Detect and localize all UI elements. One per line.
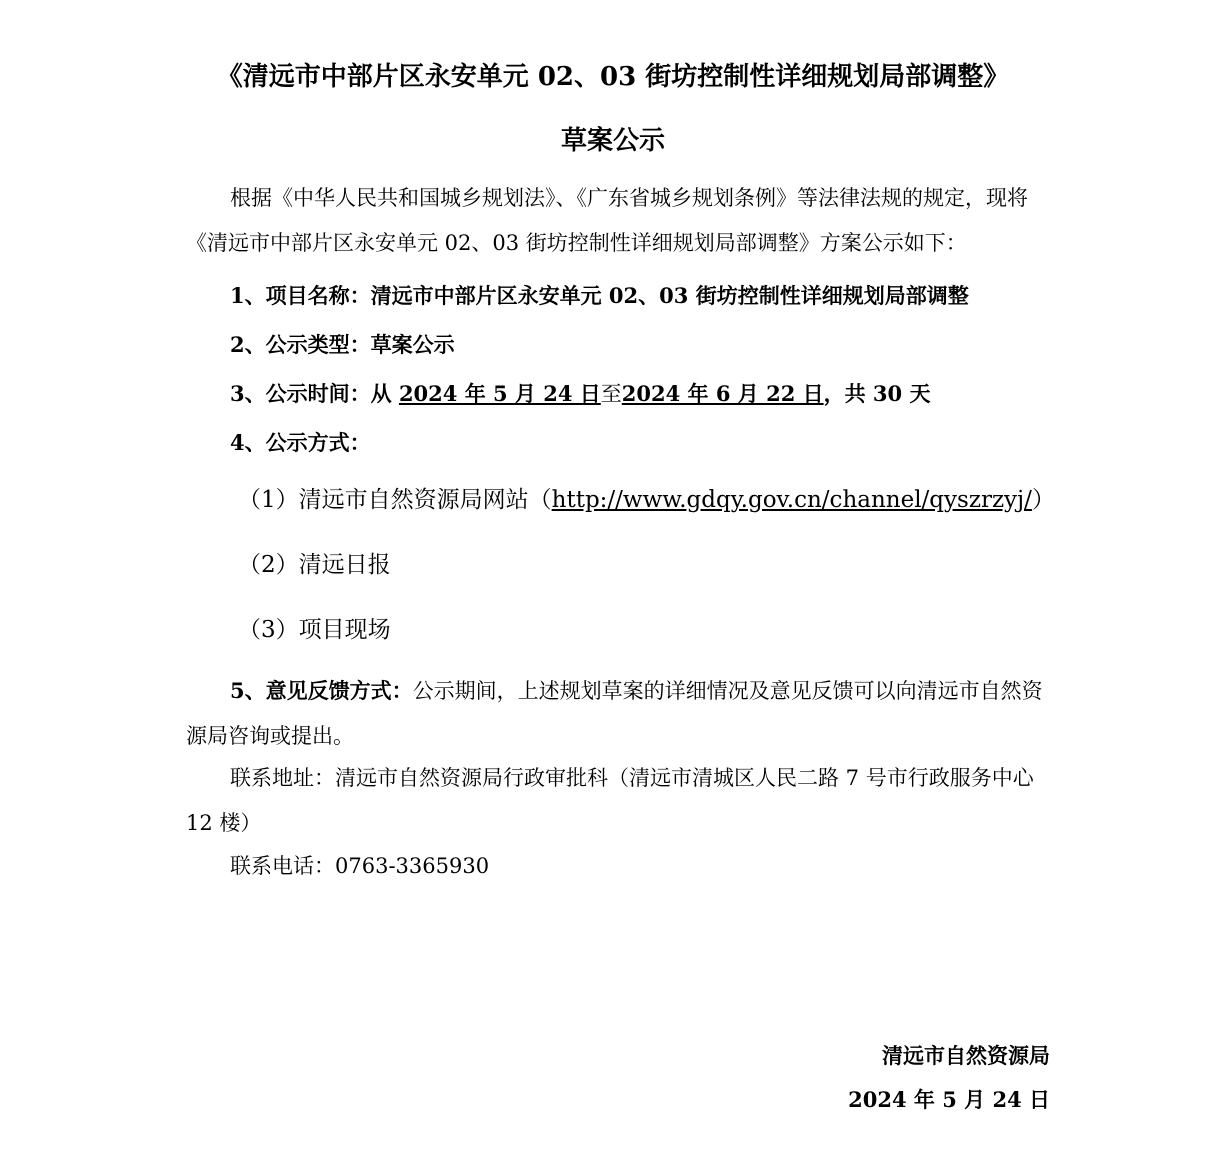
method-website-prefix: （1）清远市自然资源局网站（ bbox=[238, 487, 552, 513]
project-name-value: 清远市中部片区永安单元 02、03 街坊控制性详细规划局部调整 bbox=[370, 283, 969, 308]
contact-phone: 联系电话：0763-3365930 bbox=[230, 854, 490, 878]
notice-type-label: 2、公示类型： bbox=[230, 332, 371, 357]
intro-paragraph: 根据《中华人民共和国城乡规划法》、《广东省城乡规划条例》等法律法规的规定，现将《清远市中部片区永安单元 02、03 街坊控制性详细规划局部调整》方案公示如下： bbox=[186, 186, 1028, 255]
notice-time-label: 3、公示时间： bbox=[230, 381, 371, 406]
notice-start-date: 2024 年 5 月 24 日 bbox=[398, 381, 601, 406]
document-subtitle: 草案公示 bbox=[560, 126, 665, 156]
project-name-label: 1、项目名称： bbox=[230, 283, 371, 308]
item-notice-type bbox=[230, 331, 455, 359]
signature-org: 清远市自然资源局 bbox=[882, 1043, 1050, 1068]
notice-time-from: 从 bbox=[370, 381, 399, 406]
notice-end-date: 2024 年 6 月 22 日 bbox=[621, 381, 824, 406]
item-notice-time bbox=[230, 380, 930, 408]
method-website-suffix: ） bbox=[1031, 487, 1055, 513]
feedback-label: 5、意见反馈方式： bbox=[230, 678, 413, 703]
method-newspaper: （2）清远日报 bbox=[238, 552, 391, 578]
feedback-paragraph bbox=[186, 668, 1052, 759]
item-project-name bbox=[230, 282, 969, 310]
signature-date: 2024 年 5 月 24 日 bbox=[848, 1087, 1050, 1112]
notice-type-value: 草案公示 bbox=[370, 332, 455, 357]
website-link[interactable]: http://www.gdqy.gov.cn/channel/qyszrzyj/ bbox=[551, 487, 1032, 513]
method-project-site: （3）项目现场 bbox=[238, 617, 391, 643]
notice-time-to: 至 bbox=[600, 382, 622, 406]
contact-address: 联系地址：清远市自然资源局行政审批科（清远市清城区人民二路 7 号市行政服务中心 12 楼） bbox=[186, 766, 1034, 835]
method-website bbox=[238, 485, 1055, 515]
document-title: 《清远市中部片区永安单元 02、03 街坊控制性详细规划局部调整》 bbox=[216, 62, 1010, 92]
notice-total-days: ，共 30 天 bbox=[823, 381, 931, 406]
item-notice-method: 4、公示方式： bbox=[230, 430, 371, 455]
feedback-text: 公示期间，上述规划草案的详细情况及意见反馈可以向清远市自然资源局咨询或提出。 bbox=[186, 679, 1043, 748]
